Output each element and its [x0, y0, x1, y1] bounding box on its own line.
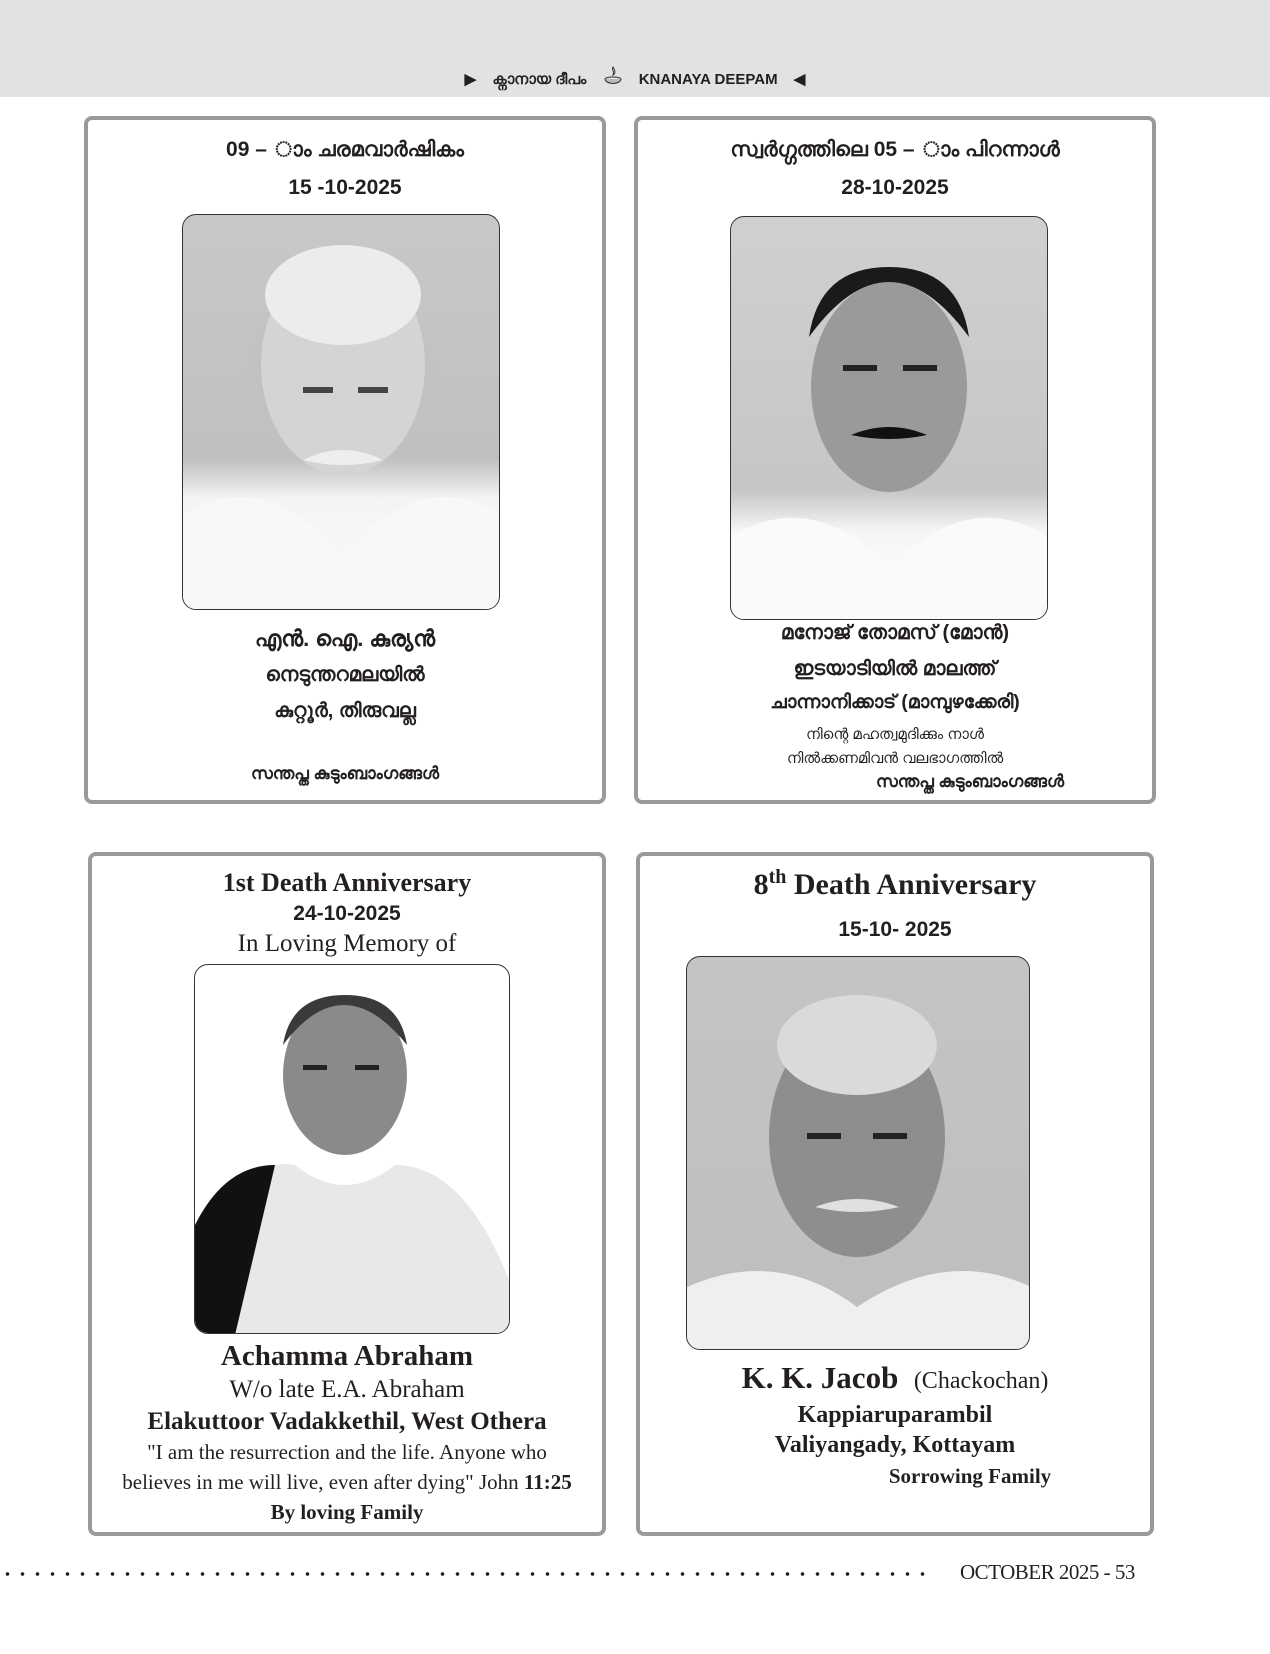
left-arrow-icon: ◀: [793, 71, 806, 88]
portrait-photo: [730, 216, 1048, 620]
place-name: ചാന്നാനിക്കാട് (മാമ്പുഴക്കേരി): [770, 692, 1020, 713]
place-name: കുറ്റൂർ, തിരുവല്ല: [274, 700, 416, 722]
memorial-card-4: [636, 852, 1154, 1536]
card-date: 15 -10-2025: [288, 176, 402, 199]
house-name: Kappiaruparambil: [797, 1402, 993, 1428]
oil-lamp-icon: [603, 66, 623, 92]
house-name: Elakuttoor Vadakkethil, West Othera: [147, 1408, 547, 1435]
portrait-photo: [194, 964, 510, 1334]
quote-reference: 11:25: [523, 1470, 572, 1494]
footer-dotted-rule: [0, 1570, 935, 1578]
quote-text: believes in me will live, even after dying" John: [122, 1470, 524, 1494]
card-date: 15-10- 2025: [838, 918, 952, 941]
portrait-photo: [686, 956, 1030, 1350]
masthead-title-ml: ക്നാനായ ദീപം: [492, 70, 587, 88]
card-heading: സ്വർഗ്ഗത്തിലെ 05 – ാം പിറന്നാൾ: [730, 138, 1060, 161]
place-name: Valiyangady, Kottayam: [774, 1432, 1016, 1458]
verse-line-1: നിന്റെ മഹത്വമുദിക്കും നാൾ: [806, 726, 984, 743]
portrait-photo: [182, 214, 500, 610]
card-date: 24-10-2025: [293, 902, 401, 925]
quote-line-1: "I am the resurrection and the life. Anyone who: [147, 1440, 547, 1464]
ordinal-suffix: th: [768, 866, 787, 888]
verse-line-2: നിൽക്കണമിവൻ വലഭാഗത്തിൽ: [786, 750, 1004, 767]
card-heading: 1st Death Anniversary: [222, 868, 472, 897]
intro-text: In Loving Memory of: [237, 930, 457, 957]
relation-text: W/o late E.A. Abraham: [229, 1376, 465, 1403]
card-heading: 09 – ാം ചരമവാർഷികം: [226, 138, 464, 161]
ordinal-number: 8: [753, 868, 769, 901]
deceased-name: മനോജ് തോമസ് (മോൻ): [780, 622, 1010, 644]
page-footer: OCTOBER 2025 - 53: [960, 1560, 1135, 1584]
right-arrow-icon: ▶: [464, 71, 477, 88]
quote-line-2: [92, 1470, 602, 1495]
house-name: നെടുന്തറമലയിൽ: [265, 664, 425, 686]
signature: By loving Family: [270, 1500, 424, 1524]
masthead-title-en: KNANAYA DEEPAM: [638, 70, 778, 88]
memorial-card-2: [634, 116, 1156, 804]
deceased-name: എൻ. ഐ. കുര്യൻ: [254, 626, 436, 651]
signature: സന്തപ്ത കുടുംബാംഗങ്ങൾ: [875, 772, 1065, 791]
masthead: [0, 66, 1270, 92]
heading-rest: Death Anniversary: [786, 868, 1037, 901]
memorial-card-3: [88, 852, 606, 1536]
card-heading: [640, 866, 1150, 902]
deceased-name: K. K. Jacob: [741, 1360, 899, 1395]
memorial-card-1: [84, 116, 606, 804]
card-date: 28-10-2025: [841, 176, 949, 199]
signature: Sorrowing Family: [888, 1464, 1052, 1488]
signature: സന്തപ്ത കുടുംബാംഗങ്ങൾ: [250, 764, 440, 783]
nickname: (Chackochan): [913, 1368, 1049, 1394]
house-name: ഇടയാടിയിൽ മാലത്ത്: [793, 658, 997, 680]
deceased-name: Achamma Abraham: [220, 1340, 474, 1372]
